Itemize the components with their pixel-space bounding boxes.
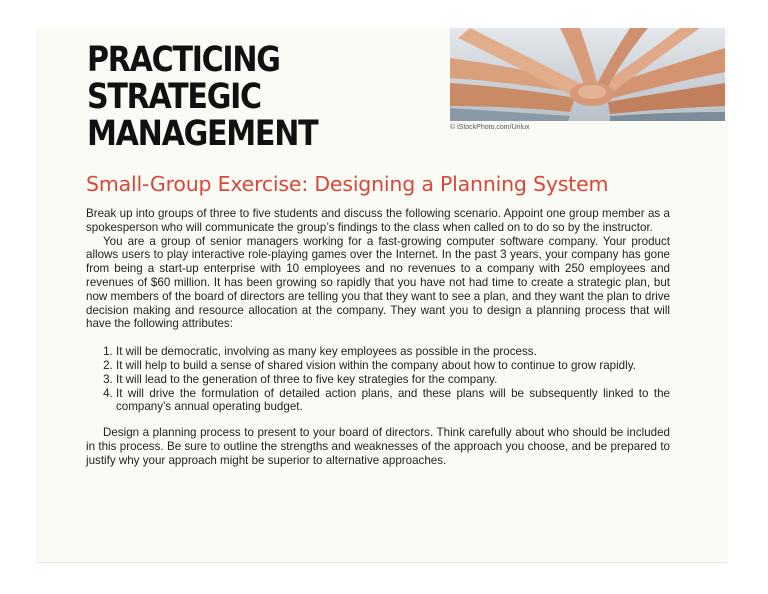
exercise-title: Small-Group Exercise: Designing a Planning System xyxy=(86,172,609,196)
list-item: 4. It will drive the formulation of detailed action plans, and these plans will be subsequently linked to the company’s annual operating budget. xyxy=(116,387,670,415)
hands-stack-photo xyxy=(450,28,725,121)
intro-paragraph: Break up into groups of three to five students and discuss the following scenario. Appoint one group member as a spokesperson who will communicate the group’s findings to the class when called on to do so by the instructor. xyxy=(86,207,670,234)
page-bottom-rule xyxy=(37,562,727,563)
page-title: PRACTICING STRATEGIC MANAGEMENT xyxy=(87,40,318,154)
list-item: 3. It will lead to the generation of three to five key strategies for the company. xyxy=(116,373,670,387)
closing-paragraph: Design a planning process to present to your board of directors. Think carefully about who should be included in this process. Be sure to outline the strengths and weaknesses of the approach you choose, and be prepared to justify why your approach might be superior to alternative approaches. xyxy=(86,426,670,467)
exercise-body xyxy=(86,207,670,468)
scenario-paragraph: You are a group of senior managers working for a fast-growing computer software company. Your product allows users to play interactive role-playing games over the Internet. In the past 3 years, your company has gone from being a start-up enterprise with 10 employees and no revenues to a company with 250 employees and revenues of $60 million. It has been growing so rapidly that you have not had time to create a strategic plan, but now members of the board of directors are telling you that they want to see a plan, and they want the plan to drive decision making and resource allocation at the company. They want you to design a planning process that will have the following attributes: xyxy=(86,234,670,331)
list-item: 1. It will be democratic, involving as many key employees as possible in the process. xyxy=(116,345,670,359)
attributes-list xyxy=(86,345,670,414)
list-item: 2. It will help to build a sense of shared vision within the company about how to continue to grow rapidly. xyxy=(116,359,670,373)
photo-credit: © iStockPhoto.com/Urilux xyxy=(450,124,530,131)
